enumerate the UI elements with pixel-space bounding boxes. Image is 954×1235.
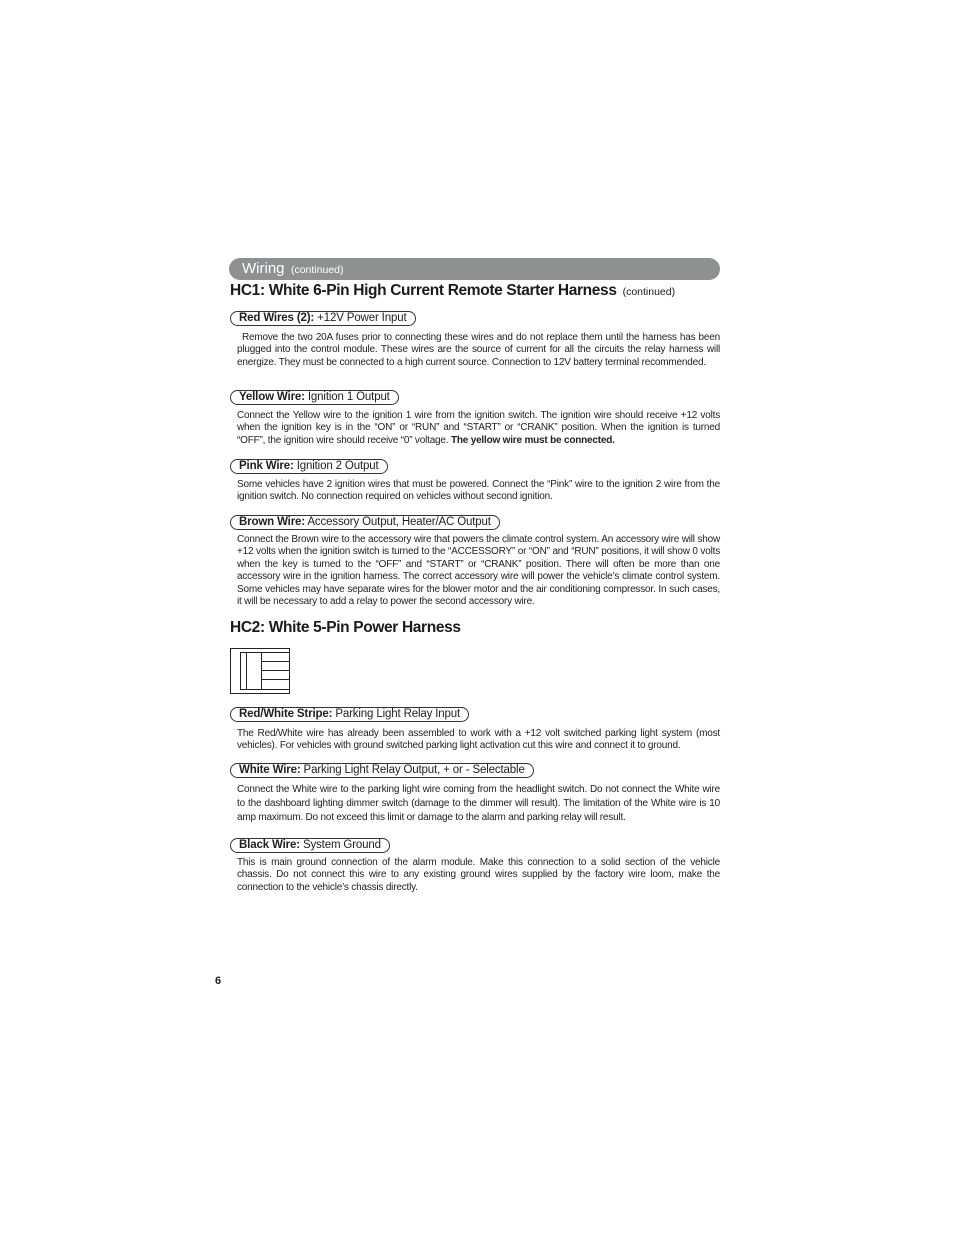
pink-wire-description: Some vehicles have 2 ignition wires that must be powered. Connect the “Pink” wire to the ignition 2 wire from the ignition switch. No connection required on vehicles without second ignition. xyxy=(237,479,720,503)
yellow-wire-label xyxy=(230,390,399,405)
brown-wire-function: Accessory Output, Heater/AC Output xyxy=(307,516,491,528)
red-white-stripe-name: Red/White Stripe: xyxy=(239,708,333,720)
hc1-heading xyxy=(230,282,675,300)
yellow-wire-function: Ignition 1 Output xyxy=(307,391,390,403)
banner-subtitle: (continued) xyxy=(290,264,344,276)
red-wires-description: Remove the two 20A fuses prior to connecting these wires and do not replace them until the harness has been plugged into the control module. These wires are the source of current for all the circuits the relay harness will energize. They must be connected to a high current source. Connection to 12V battery terminal recommended. xyxy=(237,332,720,368)
black-wire-name: Black Wire: xyxy=(239,839,300,851)
banner-title: Wiring xyxy=(242,260,285,277)
red-wires-function: +12V Power Input xyxy=(317,312,407,324)
hc1-title: HC1: White 6-Pin High Current Remote Starter Harness xyxy=(230,282,617,299)
red-white-stripe-description: The Red/White wire has already been assembled to work with a +12 volt switched parking light system (most vehicles). For vehicles with ground switched parking light activation cut this wire and connect it to ground. xyxy=(237,728,720,752)
hc1-continued-note: (continued) xyxy=(622,286,676,298)
page-number: 6 xyxy=(215,975,222,987)
white-wire-name: White Wire: xyxy=(239,764,301,776)
pink-wire-function: Ignition 2 Output xyxy=(296,460,379,472)
white-wire-label xyxy=(230,763,534,778)
pink-wire-name: Pink Wire: xyxy=(239,460,294,472)
brown-wire-description: Connect the Brown wire to the accessory wire that powers the climate control system. An accessory wire will show +12 volts when the ignition switch is turned to the “ACCESSORY” or “ON” and “RUN” positions, it will show 0 volts when the key is turned to the “OFF” and “START” or “CRANK” position. There will often be more than one accessory wire in the ignition harness. The correct accessory wire will power the vehicle’s climate control system. Some vehicles may have separate wires for the blower motor and the air conditioning compressor. In such cases, it will be necessary to add a relay to power the second accessory wire. xyxy=(237,534,720,608)
yellow-wire-emphasis: The yellow wire must be connected. xyxy=(450,434,615,446)
connector-diagram xyxy=(230,648,290,694)
black-wire-description: This is main ground connection of the alarm module. Make this connection to a solid section of the vehicle chassis. Do not connect this wire to any existing ground wires supplied by the factory wire loom, make the connection to the vehicle’s chassis directly. xyxy=(237,857,720,893)
section-banner xyxy=(229,258,720,280)
white-wire-function: Parking Light Relay Output, + or - Selectable xyxy=(303,764,525,776)
connector-latch xyxy=(241,653,262,690)
black-wire-label xyxy=(230,838,390,853)
hc2-title: HC2: White 5-Pin Power Harness xyxy=(230,619,461,636)
pink-wire-label xyxy=(230,459,388,474)
brown-wire-name: Brown Wire: xyxy=(239,516,305,528)
yellow-wire-text: Connect the Yellow wire to the ignition 1 wire from the ignition switch. The ignition wire should receive +12 volts when the ignition key is in the “ON” or “RUN” and “START” or “CRANK” position. When the ignition is turned “OFF”, the ignition wire should receive “0” voltage. xyxy=(237,410,720,446)
yellow-wire-name: Yellow Wire: xyxy=(239,391,305,403)
red-wires-label xyxy=(230,311,416,326)
red-white-stripe-function: Parking Light Relay Input xyxy=(335,708,461,720)
yellow-wire-description xyxy=(237,410,720,447)
white-wire-description: Connect the White wire to the parking light wire coming from the headlight switch. Do not connect the White wire to the dashboard lighting dimmer switch (damage to the dimmer will result). The limitation of the White wire is 10 amp maximum. Do not exceed this limit or damage to the alarm and parking relay will result. xyxy=(237,784,720,823)
red-white-stripe-label xyxy=(230,707,469,722)
brown-wire-label xyxy=(230,515,500,530)
red-wires-name: Red Wires (2): xyxy=(239,312,315,324)
black-wire-function: System Ground xyxy=(302,839,381,851)
